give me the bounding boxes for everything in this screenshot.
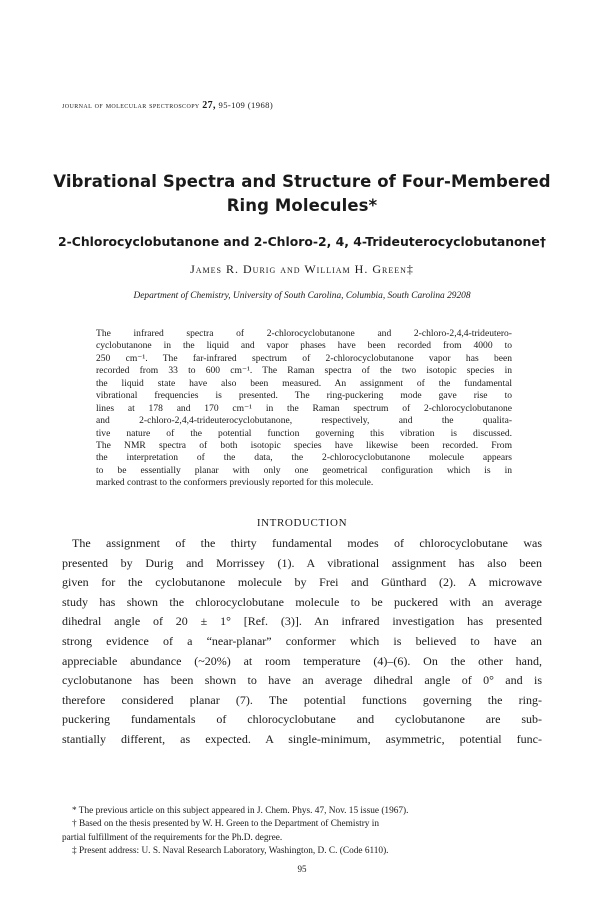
journal-volume: 27, <box>202 100 216 111</box>
abstract-line: marked contrast to the conformers previously reported for this molecule. <box>96 477 374 489</box>
page-number: 95 <box>297 864 307 874</box>
section-heading-introduction: INTRODUCTION <box>256 517 348 529</box>
abstract-line: The infrared spectra of 2-chlorocyclobutanone and 2-chloro-2,4,4-trideutero- <box>96 328 512 339</box>
body-line: given for the cyclobutanone molecule by Frei and Günthard (2). A microwave <box>62 575 542 590</box>
abstract-line: lines at 178 and 170 cm⁻¹ in the Raman spectrum of 2-chlorocyclobutanone <box>96 402 512 414</box>
footnote: ‡ Present address: U. S. Naval Research Laboratory, Washington, D. C. (Code 6110). <box>72 845 389 856</box>
journal-pages-year: 95-109 (1968) <box>218 100 274 110</box>
body-line: cyclobutanone has been shown to have an average dihedral angle of 0° and is <box>62 673 542 688</box>
body-line: presented by Durig and Morrissey (1). A vibrational assignment has also been <box>62 555 542 570</box>
body-line: therefore considered planar (7). The potential functions governing the ring- <box>62 692 542 707</box>
abstract-line: tive nature of the potential function governing this vibration is discussed. <box>96 427 512 439</box>
journal-header <box>62 100 542 111</box>
body-line: appreciable abundance (~20%) at room temperature (4)–(6). On the other hand, <box>62 653 542 668</box>
body-line: puckering fundamentals of chlorocyclobutane and cyclobutanone are sub- <box>62 712 542 727</box>
abstract-line: to be essentially planar with only one geometrical configuration which is in <box>96 464 512 476</box>
abstract-line: The NMR spectra of both isotopic species have likewise been recorded. From <box>96 439 512 451</box>
title-line-2: Ring Molecules* <box>226 196 378 215</box>
abstract-line: 250 cm⁻¹. The far-infrared spectrum of 2-chlorocyclobutanone vapor has been <box>96 352 512 364</box>
journal-name: journal of molecular spectroscopy <box>62 100 200 110</box>
abstract-line: cyclobutanone in the liquid and vapor phases have been recorded from 4000 to <box>96 340 512 352</box>
abstract-line: the liquid state have also been measured. An assignment of the fundamental <box>96 377 512 389</box>
abstract-line: vibrational frequencies is presented. The ring-puckering mode gave rise to <box>96 390 512 402</box>
body-line: study has shown the chlorocyclobutane molecule to be puckered with an average <box>62 594 542 609</box>
abstract <box>96 328 512 490</box>
abstract-line: recorded from 33 to 600 cm⁻¹. The Raman spectra of the two isotopic species in <box>96 365 512 377</box>
footnote: * The previous article on this subject appeared in J. Chem. Phys. 47, Nov. 15 issue (1967). <box>72 806 409 816</box>
abstract-line: the interpretation of the data, the 2-chlorocyclobutanone molecule appears <box>96 452 512 464</box>
article-title <box>20 170 584 218</box>
footnotes <box>62 805 542 858</box>
author-affiliation: Department of Chemistry, University of South Carolina, Columbia, South Carolina 29208 <box>133 291 471 301</box>
body-text <box>62 534 542 750</box>
article-subtitle: 2-Chlorocyclobutanone and 2-Chloro-2, 4, 4-Trideuterocyclobutanone† <box>58 234 546 249</box>
author-list: James R. Durig and William H. Green‡ <box>190 262 414 276</box>
title-line-1: Vibrational Spectra and Structure of Four-Membered <box>53 172 551 191</box>
footnote: partial fulfillment of the requirements for the Ph.D. degree. <box>62 832 283 843</box>
body-line: stantially different, as expected. A single-minimum, asymmetric, potential func- <box>62 731 542 746</box>
body-line: dihedral angle of 20 ± 1° [Ref. (3)]. An infrared investigation has presented <box>62 614 542 629</box>
body-line: strong evidence of a “near-planar” conformer which is believed to have an <box>62 633 542 648</box>
abstract-line: and 2-chloro-2,4,4-trideuterocyclobutanone, respectively, and the qualita- <box>96 415 512 427</box>
body-line: The assignment of the thirty fundamental modes of chlorocyclobutane was <box>72 536 542 550</box>
footnote: † Based on the thesis presented by W. H. Green to the Department of Chemistry in <box>72 819 379 830</box>
